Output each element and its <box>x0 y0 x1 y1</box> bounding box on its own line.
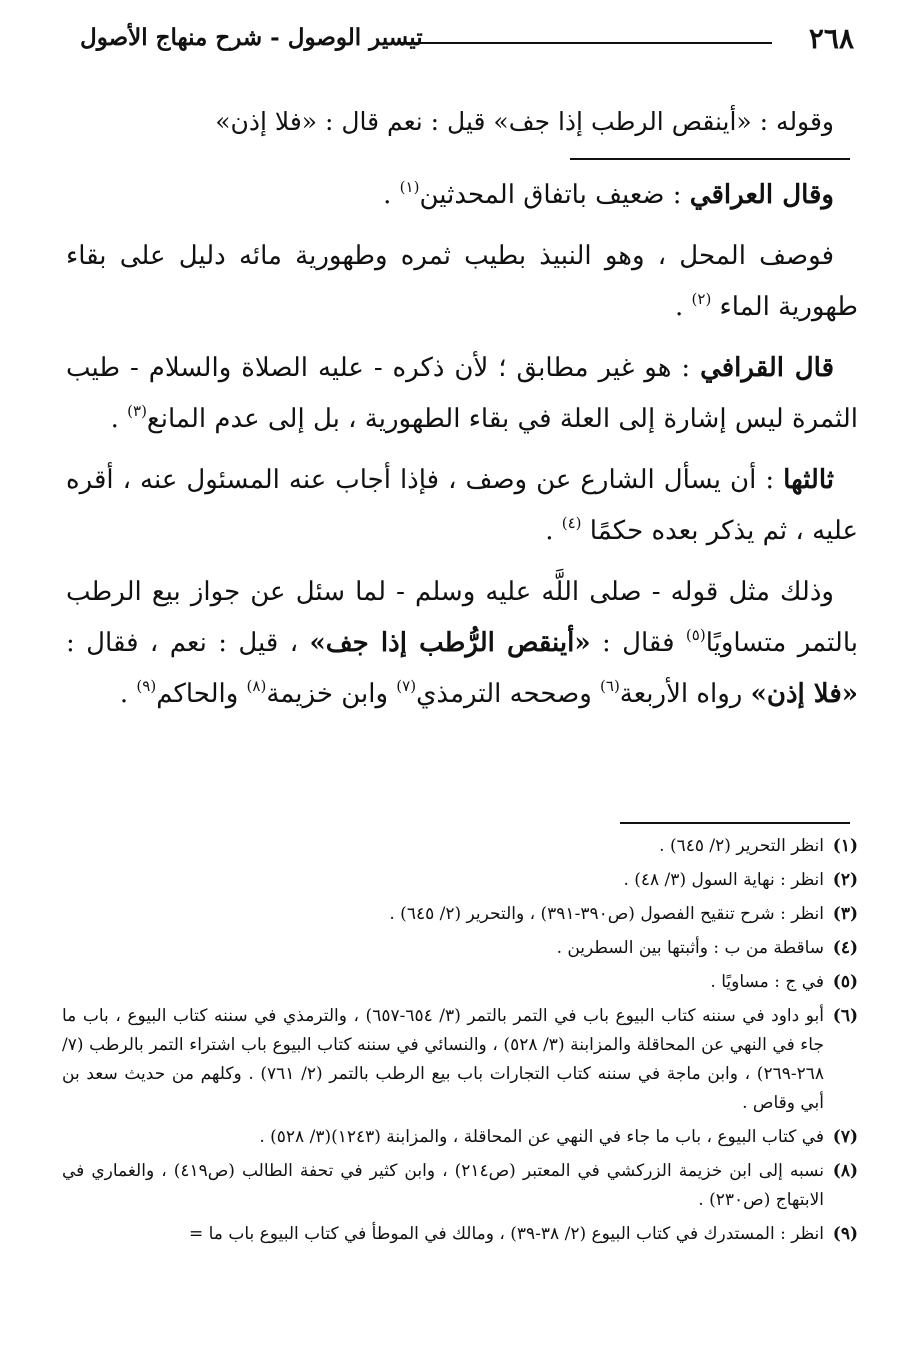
footnote <box>62 1220 858 1249</box>
footnote-number: (٩) <box>832 1224 858 1244</box>
paragraph-lead: ثالثها <box>783 465 834 495</box>
footnote <box>62 968 858 997</box>
paragraph-text: فوصف المحل ، وهو النبيذ بطيب ثمره وطهورية مائه دليل على بقاء طهورية الماء <box>66 241 858 322</box>
footnote-text: انظر : المستدرك في كتاب البيوع (٢/ ٣٨-٣٩) ، ومالك في الموطأ في كتاب البيوع باب ما = <box>188 1224 824 1244</box>
footnotes <box>62 832 858 1254</box>
footnote-text: انظر التحرير (٢/ ٦٤٥) . <box>659 836 824 856</box>
footnote-ref: (١) <box>399 178 420 196</box>
paragraph-description <box>66 231 858 333</box>
paragraph-iraqi <box>66 170 858 221</box>
footnote-text: في كتاب البيوع ، باب ما جاء في النهي عن المحاقلة ، والمزابنة (١٢٤٣)(٣/ ٥٢٨) . <box>259 1127 824 1147</box>
footnote-ref: (٩) <box>136 677 157 695</box>
footnote-number: (٥) <box>832 972 858 992</box>
paragraph-text: : هو غير مطابق ؛ لأن ذكره - عليه الصلاة والسلام - طيب الثمرة ليس إشارة إلى العلة في بقاء الطهورية ، بل إلى عدم المانع <box>66 353 858 434</box>
footnote-text: انظر : نهاية السول (٣/ ٤٨) . <box>623 870 824 890</box>
footnote <box>62 832 858 861</box>
paragraph-text: فقال : <box>590 628 686 658</box>
footnote <box>62 1157 858 1215</box>
paragraph-end: . <box>674 292 692 322</box>
footnote-number: (٧) <box>832 1127 858 1147</box>
footnote-ref: (٤) <box>561 514 582 532</box>
footnote-number: (٢) <box>832 870 858 890</box>
footnote-number: (٨) <box>832 1161 858 1181</box>
paragraph-third <box>66 455 858 557</box>
footnote-number: (٣) <box>832 904 858 924</box>
footnote-ref: (٢) <box>691 290 712 308</box>
footnote-ref: (٣) <box>127 402 147 420</box>
paragraph-end: . <box>110 404 128 434</box>
main-text <box>66 92 858 720</box>
paragraph-end: . <box>119 679 137 709</box>
footnote-text: في ج : مساويًا . <box>710 972 824 992</box>
running-header <box>80 22 854 62</box>
footnote <box>62 866 858 895</box>
header-rule <box>400 42 772 44</box>
paragraph-lead: قال القرافي <box>700 353 835 383</box>
footnote-ref: (٧) <box>396 677 417 695</box>
footnote <box>62 900 858 929</box>
paragraph-text: وصححه الترمذي <box>416 679 601 709</box>
paragraph-text: وابن خزيمة <box>266 679 397 709</box>
running-title: تيسير الوصول - شرح منهاج الأصول <box>80 24 423 51</box>
paragraph-text: : ضعيف باتفاق المحدثين <box>419 180 690 210</box>
quote-text: وقوله : «أينقص الرطب إذا جف» قيل : نعم قال : «فلا إذن» <box>215 107 834 136</box>
footnotes-rule <box>620 822 850 824</box>
paragraph-text: وذلك مثل قوله - صلى اللَّه عليه وسلم - لما سئل عن جواز بيع الرطب بالتمر متساويًا <box>66 577 859 658</box>
footnote <box>62 934 858 963</box>
footnote-ref: (٨) <box>246 677 267 695</box>
quote-block <box>66 92 858 160</box>
page-number: ٢٦٨ <box>808 22 854 55</box>
footnote-text: ساقطة من ب : وأثبتها بين السطرين . <box>556 938 824 958</box>
quote-line <box>66 92 858 152</box>
paragraph-end: . <box>383 180 400 210</box>
footnote-ref: (٦) <box>600 677 620 695</box>
paragraph-end: . <box>545 516 562 546</box>
paragraph-example <box>66 567 858 720</box>
footnote-number: (٤) <box>832 938 858 958</box>
paragraph-qarafi <box>66 343 858 445</box>
hadith-quote: «فلا إذن» <box>750 679 858 709</box>
footnote-ref: (٥) <box>685 626 706 644</box>
paragraph-text: ، قيل : نعم ، فقال : <box>66 628 310 658</box>
paragraph-text: والحاكم <box>156 679 247 709</box>
footnote <box>62 1002 858 1118</box>
hadith-quote: «أينقص الرُّطب إذا جف» <box>309 628 591 658</box>
paragraph-lead: وقال العراقي <box>689 180 834 210</box>
footnote-text: نسبه إلى ابن خزيمة الزركشي في المعتبر (ص٢١٤) ، وابن كثير في تحفة الطالب (ص٤١٩) ، والغماري في الابتهاج (ص٢٣٠) . <box>62 1161 824 1210</box>
footnote <box>62 1123 858 1152</box>
paragraph-text: : أن يسأل الشارع عن وصف ، فإذا أجاب عنه المسئول عنه ، أقره عليه ، ثم يذكر بعده حكمًا <box>66 465 858 546</box>
quote-rule <box>570 158 850 160</box>
footnote-text: انظر : شرح تنقيح الفصول (ص٣٩٠-٣٩١) ، والتحرير (٢/ ٦٤٥) . <box>389 904 824 924</box>
paragraph-text: رواه الأربعة <box>619 679 751 709</box>
footnote-number: (١) <box>832 836 858 856</box>
footnote-number: (٦) <box>832 1006 858 1026</box>
footnote-text: أبو داود في سننه كتاب البيوع باب في التمر بالتمر (٣/ ٦٥٤-٦٥٧) ، والترمذي في سننه كتاب البيوع ، باب ما جاء في النهي عن المحاقلة والمزابنة (٣/ ٥٢٨) ، والنسائي في سننه كتاب البيوع باب اشتراء التمر بالرطب (٧/ ٢٦٨-٢٦٩) ، وابن ماجة في سننه كتاب التجارات باب بيع الرطب بالتمر (٢/ ٧٦١) . وكلهم من حديث سعد بن أبي وقاص . <box>62 1006 824 1113</box>
